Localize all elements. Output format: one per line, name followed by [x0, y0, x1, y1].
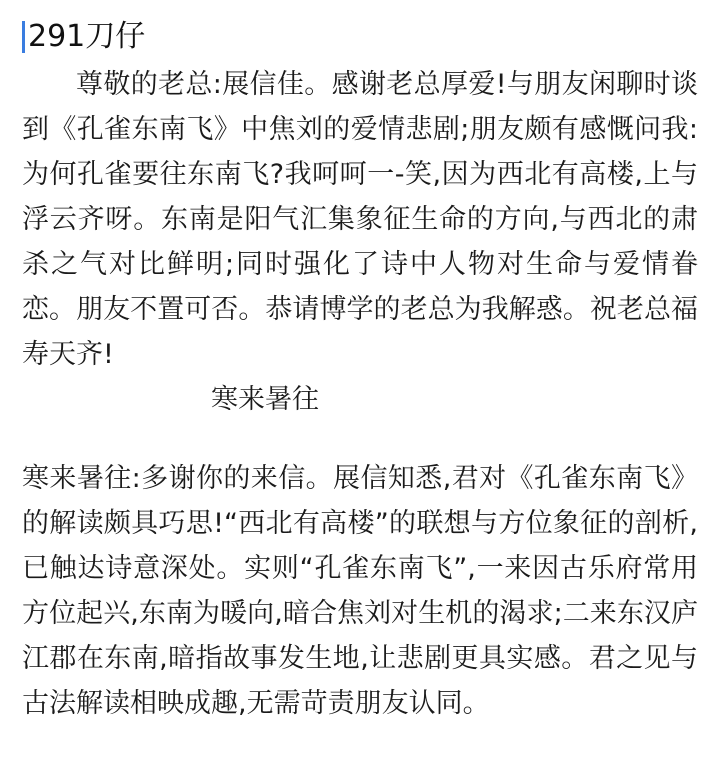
reply-block — [22, 456, 698, 726]
block-spacer — [22, 422, 698, 456]
page-title: 291刀仔 — [28, 19, 146, 54]
letter-paragraph: 尊敬的老总:展信佳。感谢老总厚爱!与朋友闲聊时谈到《孔雀东南飞》中焦刘的爱情悲剧;朋友颇有感慨问我:为何孔雀要往东南飞?我呵呵一-笑,因为西北有高楼,上与浮云齐呀。东南是阳气汇集象征生命的方向,与西北的肃杀之气对比鲜明;同时强化了诗中人物对生命与爱情眷恋。朋友不置可否。恭请博学的老总为我解惑。祝老总福寿天齐! — [22, 69, 698, 370]
letter-block — [22, 62, 698, 422]
reply-paragraph: 寒来暑往:多谢你的来信。展信知悉,君对《孔雀东南飞》的解读颇具巧思!“西北有高楼”的联想与方位象征的剖析,已触达诗意深处。实则“孔雀东南飞”,一来因古乐府常用方位起兴,东南为暖向,暗合焦刘对生机的渴求;二来东汉庐江郡在东南,暗指故事发生地,让悲剧更具实感。君之见与古法解读相映成趣,无需苛责朋友认同。 — [22, 463, 698, 719]
title-row — [22, 18, 698, 56]
text-cursor-caret — [22, 21, 25, 53]
letter-signature: 寒来暑往 — [211, 384, 319, 415]
